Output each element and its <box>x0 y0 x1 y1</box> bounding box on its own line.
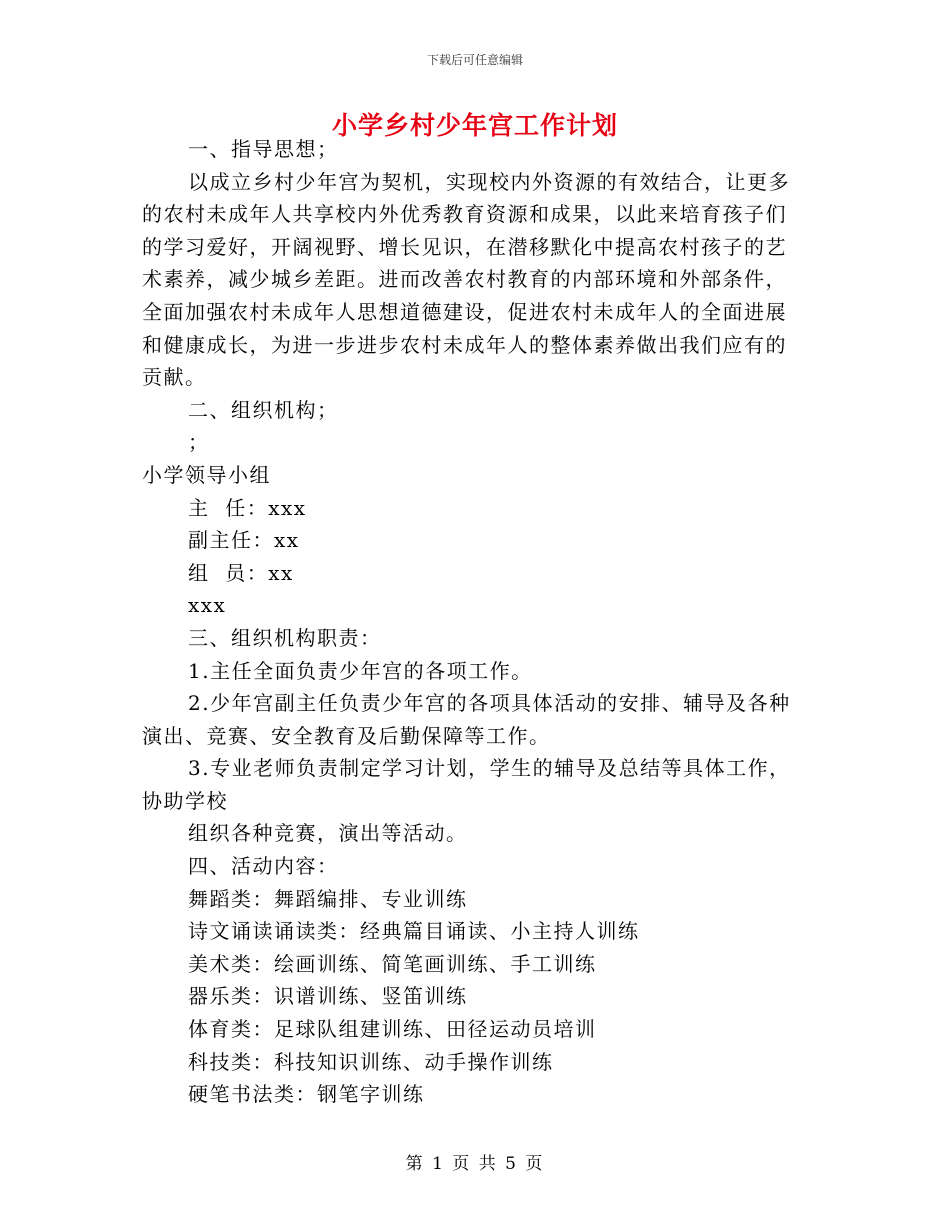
paragraph-guiding-thought: 以成立乡村少年宫为契机，实现校内外资源的有效结合，让更多的农村未成年人共享校内外优秀教育资源和成果，以此来培育孩子们的学习爱好，开阔视野、增长见识，在潜移默化中提高农村孩子的艺术素养，减少城乡差距。进而改善农村教育的内部环境和外部条件，全面加强农村未成年人思想道德建设，促进农村未成年人的全面进展和健康成长，为进一步进步农村未成年人的整体素养做出我们应有的贡献。 <box>142 169 790 390</box>
duty-item-1: 1.主任全面负责少年宫的各项工作。 <box>188 658 533 683</box>
section-heading-guiding-thought: 一、指导思想； <box>188 137 339 161</box>
duty-item-2: 2.少年宫副主任负责少年宫的各项具体活动的安排、辅导及各种演出、竞赛、安全教育及后勤保障等工作。 <box>142 691 791 748</box>
member-line: 组 员：xx <box>188 560 294 585</box>
section-heading-organization: 二、组织机构； <box>188 397 339 422</box>
activity-item-recitation: 诗文诵读诵读类：经典篇目诵读、小主持人训练 <box>188 919 640 944</box>
director-line: 主 任：xxx <box>188 495 307 520</box>
page-footer: 第 1 页 共 5 页 <box>405 1154 545 1174</box>
document-body <box>142 133 808 1111</box>
activity-item-calligraphy: 硬笔书法类：钢笔字训练 <box>188 1082 425 1107</box>
leadership-group-label: 小学领导小组 <box>142 462 271 487</box>
section-heading-duties: 三、组织机构职责： <box>188 625 382 650</box>
section-heading-activities: 四、活动内容： <box>188 854 339 879</box>
duty-item-3-continued: 组织各种竞赛，演出等活动。 <box>188 821 468 846</box>
document-title: 小学乡村少年宫工作计划 <box>331 111 618 140</box>
activity-item-technology: 科技类：科技知识训练、动手操作训练 <box>188 1049 554 1074</box>
deputy-director-line: 副主任：xx <box>188 528 300 553</box>
paragraph-semicolon: ； <box>188 430 210 455</box>
header-note: 下载后可任意编辑 <box>426 53 523 67</box>
activity-item-sports: 体育类：足球队组建训练、田径运动员培训 <box>188 1017 597 1042</box>
activity-item-instrument: 器乐类：识谱训练、竖笛训练 <box>188 984 468 1009</box>
activity-item-art: 美术类：绘画训练、简笔画训练、手工训练 <box>188 951 597 976</box>
member-line-extra: xxx <box>188 593 227 618</box>
duty-item-3: 3.专业老师负责制定学习计划，学生的辅导及总结等具体工作，协助学校 <box>142 756 791 813</box>
activity-item-dance: 舞蹈类：舞蹈编排、专业训练 <box>188 886 468 911</box>
